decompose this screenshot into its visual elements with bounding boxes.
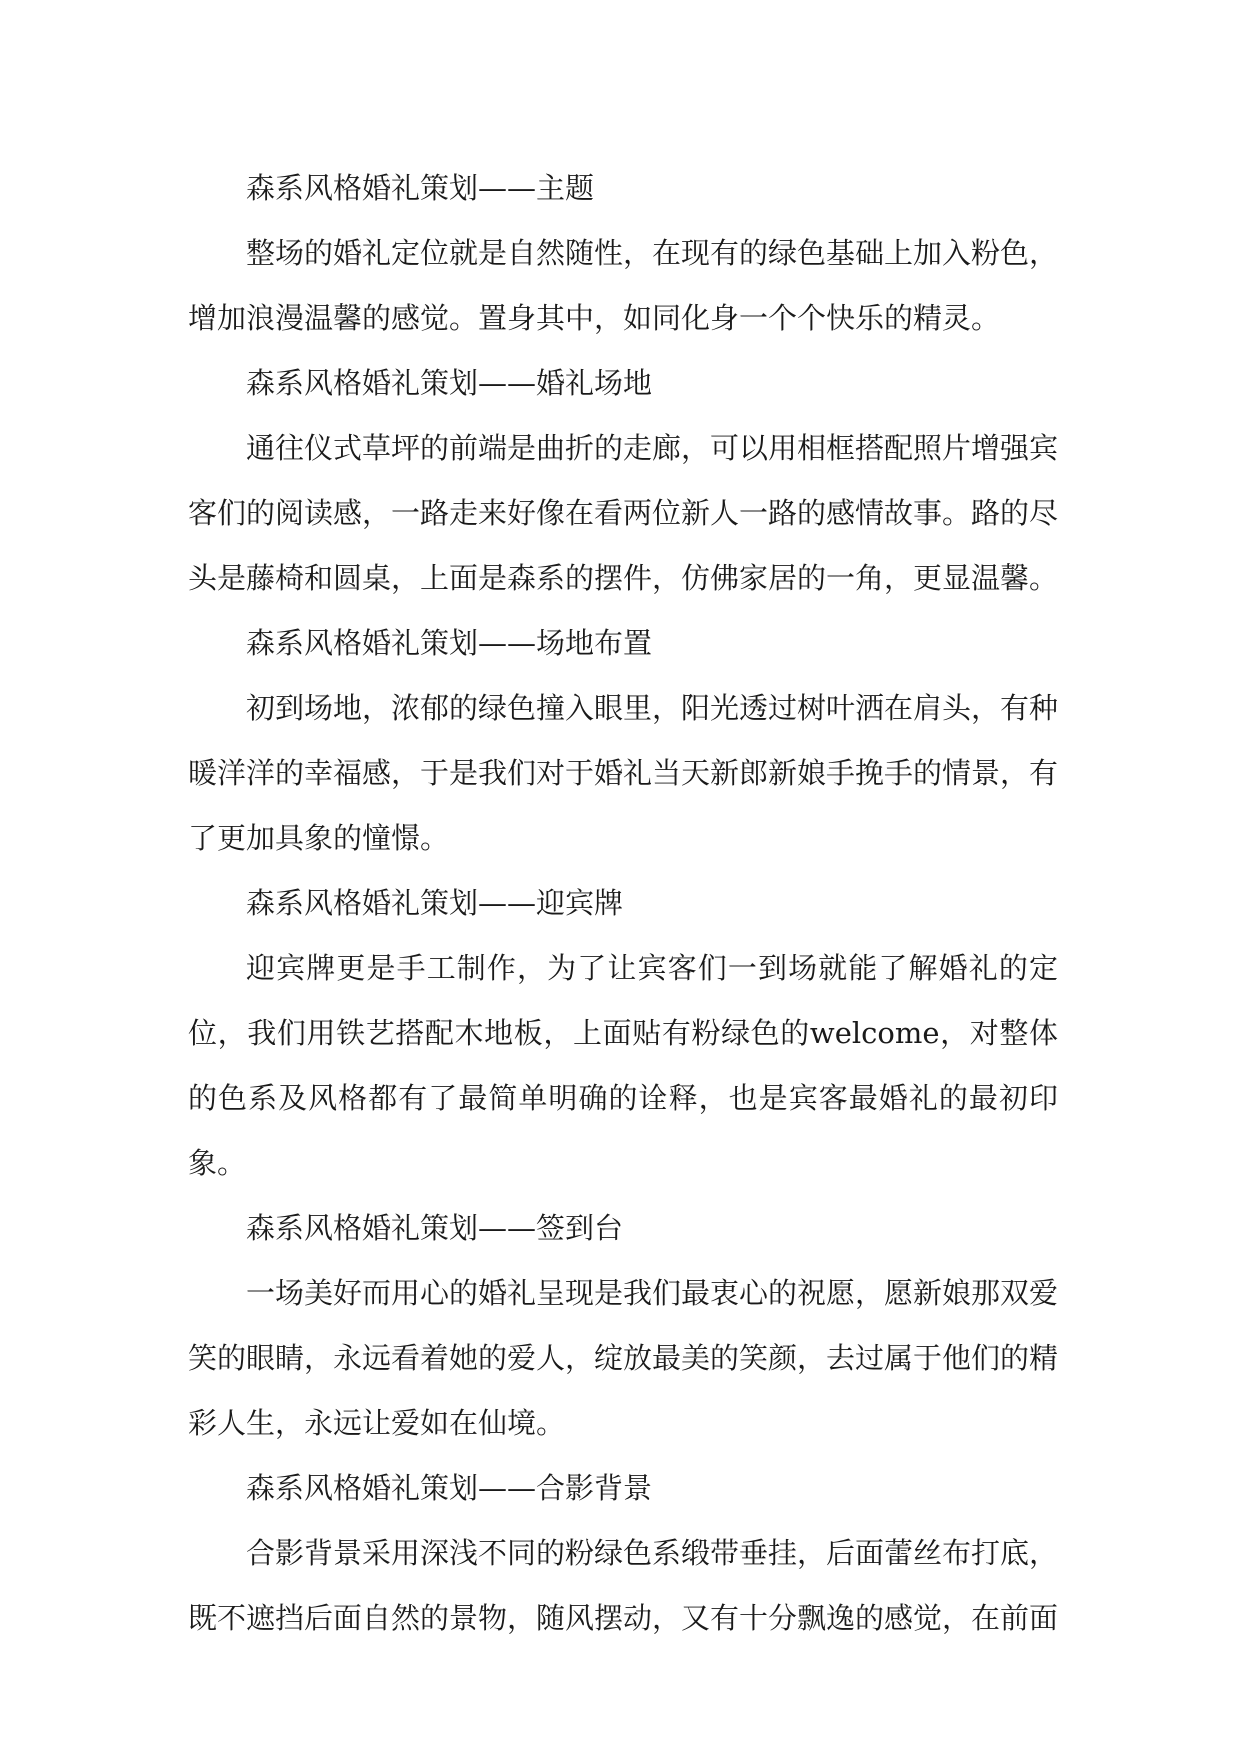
section-paragraph: 通往仪式草坪的前端是曲折的走廊，可以用相框搭配照片增强宾客们的阅读感，一路走来好像在看两位新人一路的感情故事。路的尽头是藤椅和圆桌，上面是森系的摆件，仿佛家居的一角，更显温馨。 xyxy=(188,431,1059,595)
section-paragraph: 初到场地，浓郁的绿色撞入眼里，阳光透过树叶洒在肩头，有种暖洋洋的幸福感，于是我们对于婚礼当天新郎新娘手挽手的情景，有了更加具象的憧憬。 xyxy=(188,691,1059,855)
section-paragraph: 迎宾牌更是手工制作，为了让宾客们一到场就能了解婚礼的定位，我们用铁艺搭配木地板，上面贴有粉绿色的welcome，对整体的色系及风格都有了最简单明确的诠释，也是宾客最婚礼的最初印象。 xyxy=(188,951,1058,1180)
section-heading: 森系风格婚礼策划——场地布置 xyxy=(246,626,653,660)
section-heading: 森系风格婚礼策划——合影背景 xyxy=(246,1471,653,1505)
section-heading: 森系风格婚礼策划——主题 xyxy=(246,171,595,205)
section-heading: 森系风格婚礼策划——迎宾牌 xyxy=(246,886,624,920)
section-heading: 森系风格婚礼策划——签到台 xyxy=(246,1211,624,1245)
section-paragraph: 一场美好而用心的婚礼呈现是我们最衷心的祝愿，愿新娘那双爱笑的眼睛，永远看着她的爱人，绽放最美的笑颜，去过属于他们的精彩人生，永远让爱如在仙境。 xyxy=(188,1276,1059,1440)
section-paragraph: 整场的婚礼定位就是自然随性，在现有的绿色基础上加入粉色，增加浪漫温馨的感觉。置身其中，如同化身一个个快乐的精灵。 xyxy=(188,236,1059,335)
section-paragraph: 合影背景采用深浅不同的粉绿色系缎带垂挂，后面蕾丝布打底，既不遮挡后面自然的景物，随风摆动，又有十分飘逸的感觉，在前面 xyxy=(188,1536,1059,1635)
section-heading: 森系风格婚礼策划——婚礼场地 xyxy=(246,366,653,400)
document-body xyxy=(188,156,1058,1651)
